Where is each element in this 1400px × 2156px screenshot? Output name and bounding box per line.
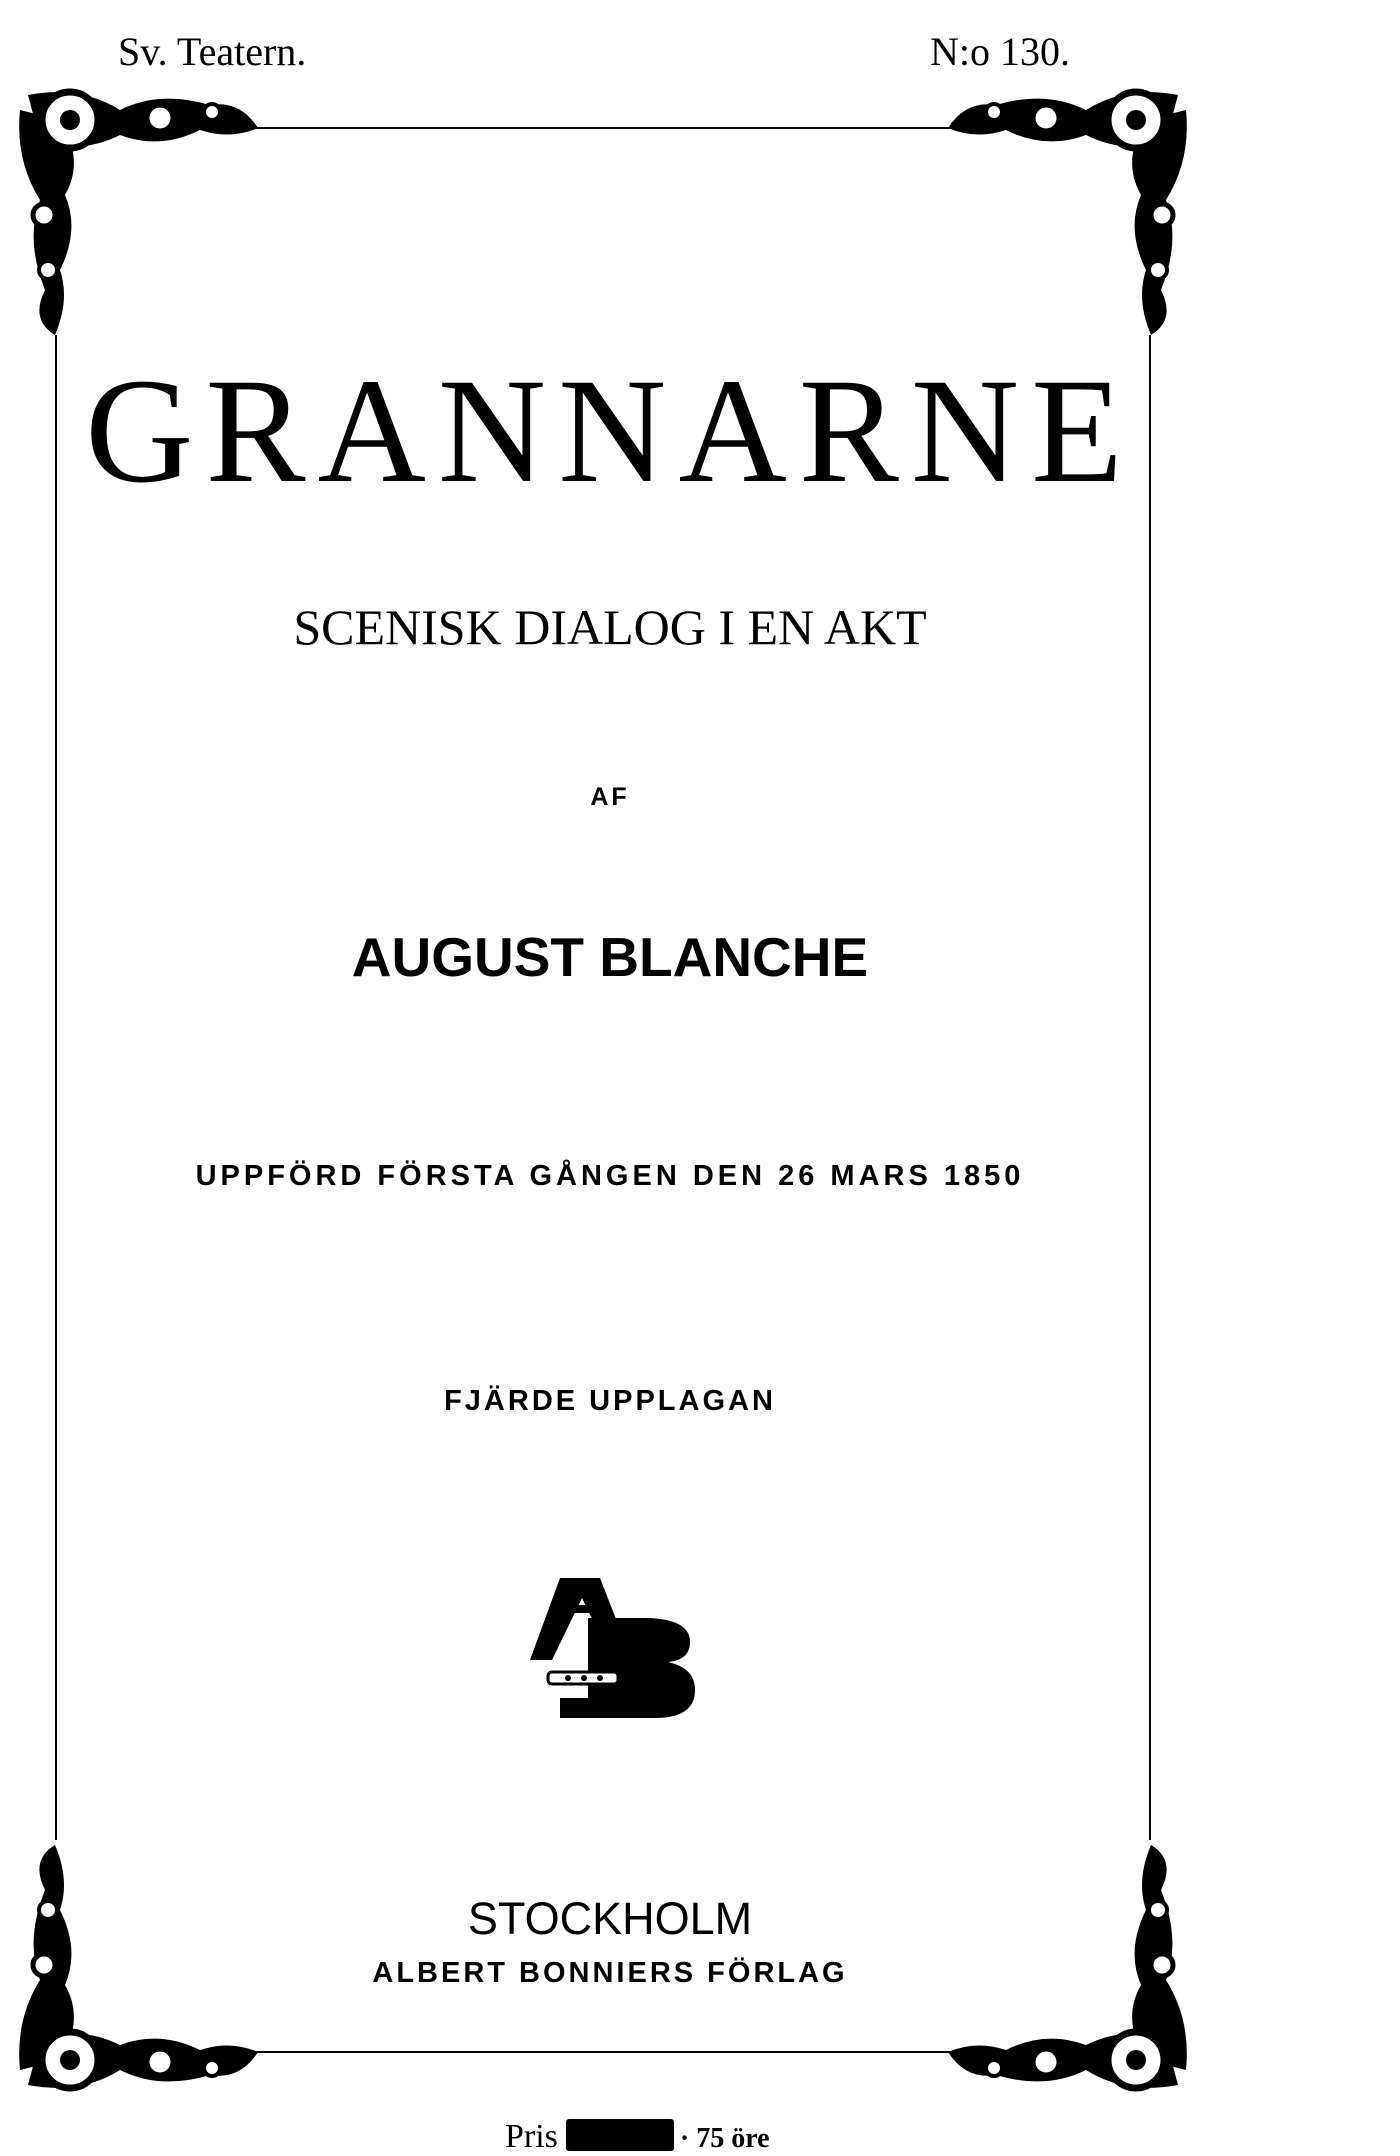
book-subtitle: SCENISK DIALOG I EN AKT xyxy=(293,599,927,655)
corner-ornament-top-left xyxy=(19,92,258,335)
corner-ornament-top-right xyxy=(948,92,1187,335)
edition-note: FJÄRDE UPPLAGAN xyxy=(444,1385,776,1417)
author-name: AUGUST BLANCHE xyxy=(351,926,869,988)
price-line xyxy=(505,2118,770,2156)
price-label: Pris xyxy=(505,2118,558,2155)
imprint-publisher: ALBERT BONNIERS FÖRLAG xyxy=(372,1957,848,1989)
ink-blot xyxy=(566,2119,674,2151)
imprint-city: STOCKHOLM xyxy=(467,1893,753,1944)
publisher-logo-icon xyxy=(530,1578,695,1718)
book-title: GRANNARNE xyxy=(85,348,1135,514)
premiere-note: UPPFÖRD FÖRSTA GÅNGEN DEN 26 MARS 1850 xyxy=(195,1160,1025,1192)
series-number: N:o 130. xyxy=(930,29,1070,74)
by-label: AF xyxy=(590,783,630,811)
series-label: Sv. Teatern. xyxy=(118,29,307,74)
price-value: · 75 öre xyxy=(679,2123,770,2154)
